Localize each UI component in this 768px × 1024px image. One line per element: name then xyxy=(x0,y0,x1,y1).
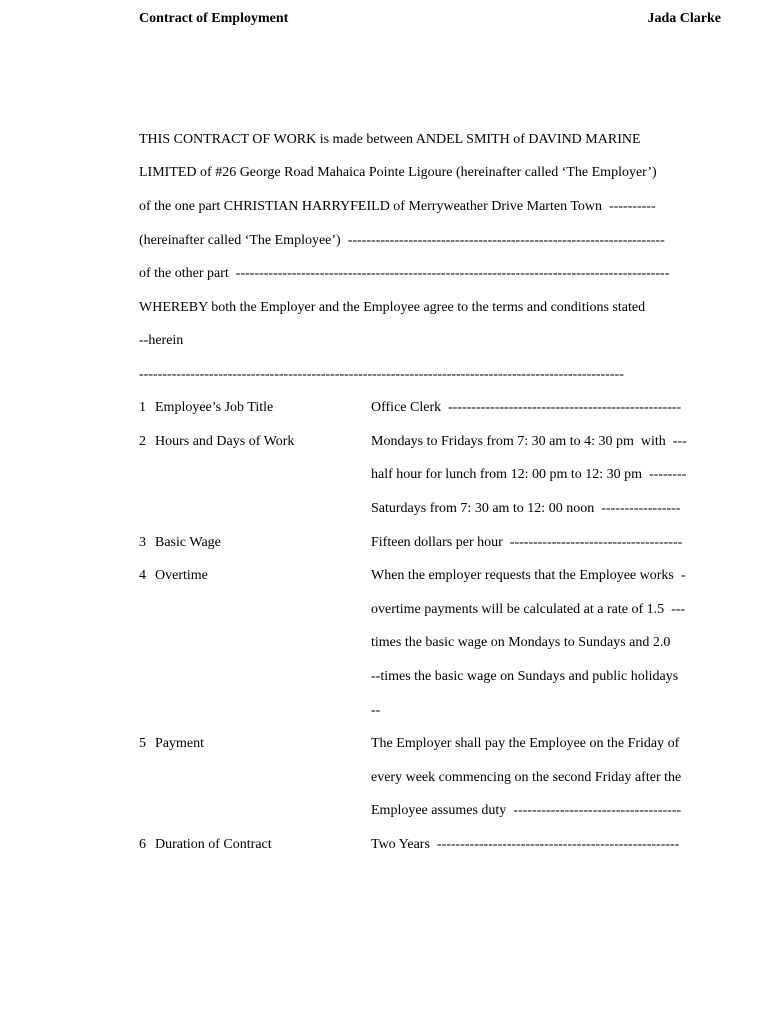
term-value: Fifteen dollars per hour ------------------------------------- xyxy=(371,535,683,550)
term-label: Overtime xyxy=(155,568,208,583)
term-value: half hour for lunch from 12: 00 pm to 12: 30 pm -------- xyxy=(371,467,687,482)
intro-line: LIMITED of #26 George Road Mahaica Pointe Ligoure (hereinafter called ‘The Employer’) xyxy=(139,165,657,180)
document-title: Contract of Employment xyxy=(139,11,289,26)
term-number: 4 xyxy=(139,568,146,583)
term-value: When the employer requests that the Employee works - xyxy=(371,568,686,583)
term-number: 3 xyxy=(139,535,146,550)
intro-line: of the one part CHRISTIAN HARRYFEILD of Merryweather Drive Marten Town ---------- xyxy=(139,199,656,214)
intro-line: --herein xyxy=(139,333,184,348)
intro-line: THIS CONTRACT OF WORK is made between ANDEL SMITH of DAVIND MARINE xyxy=(139,132,641,147)
term-number: 5 xyxy=(139,736,146,751)
intro-line: of the other part --------------------------------------------------------------------------------------------- xyxy=(139,266,670,281)
term-value: Mondays to Fridays from 7: 30 am to 4: 30 pm with --- xyxy=(371,434,687,449)
term-value: Office Clerk -------------------------------------------------- xyxy=(371,400,682,415)
term-label: Basic Wage xyxy=(155,535,221,550)
term-label: Duration of Contract xyxy=(155,837,272,852)
term-value: every week commencing on the second Friday after the xyxy=(371,770,682,785)
term-number: 1 xyxy=(139,400,146,415)
term-value: times the basic wage on Mondays to Sundays and 2.0 xyxy=(371,635,671,650)
separator-line: -------------------------------------------------------------------------------------------------------- xyxy=(139,367,624,382)
term-number: 2 xyxy=(139,434,146,449)
term-value: The Employer shall pay the Employee on the Friday of xyxy=(371,736,680,751)
intro-line: WHEREBY both the Employer and the Employee agree to the terms and conditions stated xyxy=(139,300,646,315)
term-value: --times the basic wage on Sundays and public holidays xyxy=(371,669,679,684)
term-label: Hours and Days of Work xyxy=(155,434,295,449)
term-value: Saturdays from 7: 30 am to 12: 00 noon ----------------- xyxy=(371,501,681,516)
term-label: Employee’s Job Title xyxy=(155,400,274,415)
author-name: Jada Clarke xyxy=(647,11,721,26)
term-value: Employee assumes duty ------------------------------------ xyxy=(371,803,682,818)
term-number: 6 xyxy=(139,837,146,852)
term-value: Two Years ---------------------------------------------------- xyxy=(371,837,680,852)
term-value: overtime payments will be calculated at a rate of 1.5 --- xyxy=(371,602,686,617)
term-label: Payment xyxy=(155,736,204,751)
intro-line: (hereinafter called ‘The Employee’) -------------------------------------------------------------------- xyxy=(139,233,665,248)
term-value: -- xyxy=(371,703,381,718)
